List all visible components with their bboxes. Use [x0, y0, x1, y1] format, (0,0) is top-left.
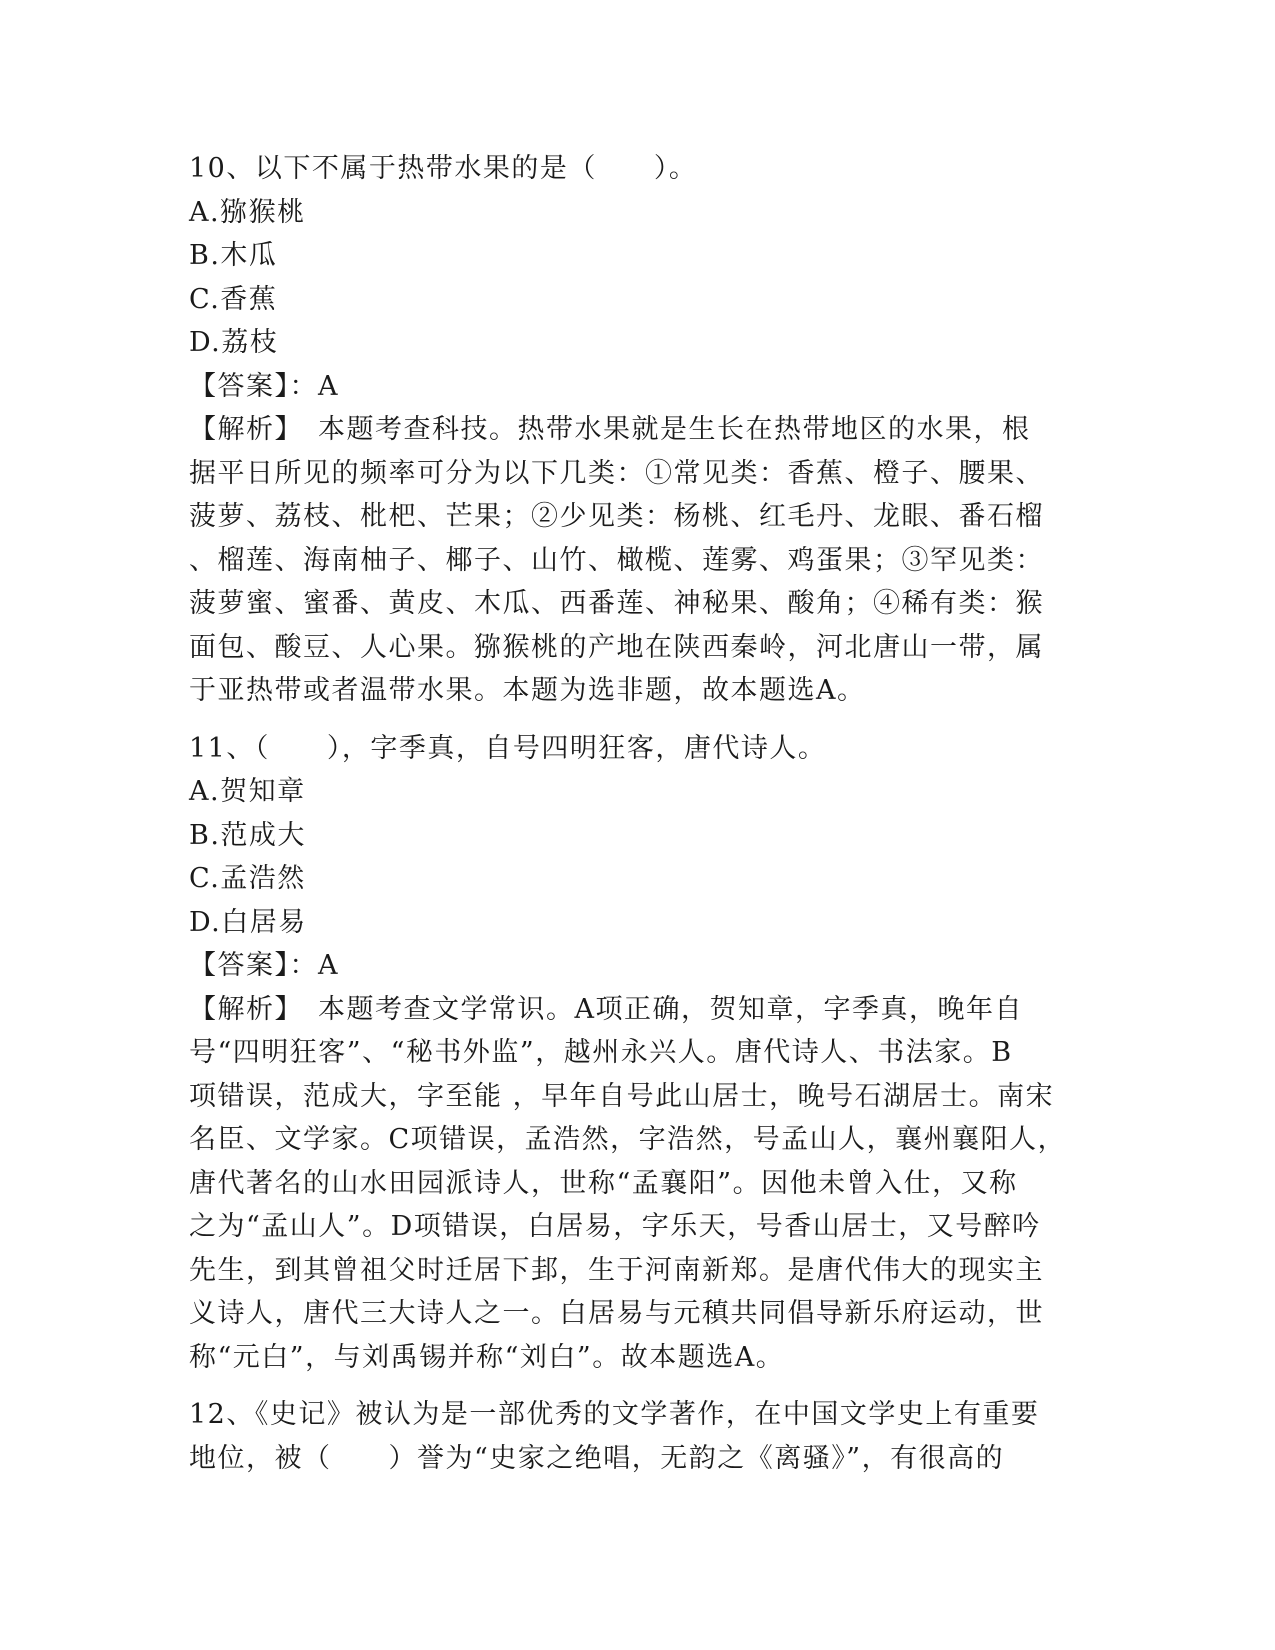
- question-stem: 10、以下不属于热带水果的是（ ）。: [189, 153, 698, 184]
- question-10: [189, 147, 1079, 713]
- analysis-line: 称“元白”，与刘禹锡并称“刘白”。故本题选A。: [189, 1341, 785, 1373]
- option-d: D.荔枝: [189, 327, 279, 358]
- question-gap: [189, 713, 1079, 727]
- question-12: [189, 1393, 1079, 1480]
- analysis-line: 面包、酸豆、人心果。猕猴桃的产地在陕西秦岭，河北唐山一带，属: [189, 631, 1044, 663]
- option-d: D.白居易: [189, 906, 307, 938]
- question-11: [189, 727, 1079, 1380]
- analysis-line: 菠萝蜜、蜜番、黄皮、木瓜、西番莲、神秘果、酸角；④稀有类：猴: [189, 588, 1044, 619]
- analysis-line: 菠萝、荔枝、枇杷、芒果；②少见类：杨桃、红毛丹、龙眼、番石榴: [189, 501, 1044, 532]
- analysis-line: 项错误，范成大，字至能 ，早年自号此山居士，晚号石湖居士。南宋: [189, 1080, 1055, 1112]
- question-stem: 12、《史记》被认为是一部优秀的文学著作，在中国文学史上有重要: [189, 1399, 1040, 1430]
- option-a: A.猕猴桃: [189, 196, 306, 228]
- question-stem: 地位，被（ ）誉为“史家之绝唱，无韵之《离骚》”，有很高的: [189, 1442, 1005, 1474]
- question-gap: [189, 1379, 1079, 1393]
- analysis-line: 名臣、文学家。C项错误，孟浩然，字浩然，号孟山人，襄州襄阳人，: [189, 1124, 1067, 1155]
- analysis-line: 先生，到其曾祖父时迁居下邽，生于河南新郑。是唐代伟大的现实主: [189, 1254, 1044, 1286]
- option-b: B.范成大: [189, 819, 306, 851]
- option-c: C.香蕉: [189, 283, 278, 315]
- analysis-line: 义诗人，唐代三大诗人之一。白居易与元稹共同倡导新乐府运动，世: [189, 1298, 1044, 1329]
- analysis-line: 【解析】 本题考查科技。热带水果就是生长在热带地区的水果，根: [189, 414, 1031, 445]
- analysis-line: 号“四明狂客”、“秘书外监”，越州永兴人。唐代诗人、书法家。B: [189, 1037, 1013, 1068]
- question-list: [189, 147, 1079, 1480]
- analysis-line: 唐代著名的山水田园派诗人，世称“孟襄阳”。因他未曾入仕，又称: [189, 1167, 1018, 1199]
- analysis-line: 据平日所见的频率可分为以下几类：①常见类：香蕉、橙子、腰果、: [189, 457, 1044, 489]
- question-stem: 11、（ ），字季真，自号四明狂客，唐代诗人。: [189, 732, 827, 764]
- analysis-line: 【解析】 本题考查文学常识。A项正确，贺知章，字季真，晚年自: [189, 993, 1023, 1025]
- analysis-line: 、榴莲、海南柚子、椰子、山竹、橄榄、莲雾、鸡蛋果；③罕见类：: [189, 544, 1044, 576]
- option-c: C.孟浩然: [189, 863, 306, 894]
- analysis-line: 于亚热带或者温带水果。本题为选非题，故本题选A。: [189, 675, 866, 706]
- answer-line: 【答案】：A: [189, 370, 339, 402]
- option-b: B.木瓜: [189, 240, 278, 271]
- answer-line: 【答案】：A: [189, 950, 339, 981]
- analysis-line: 之为“孟山人”。D项错误，白居易，字乐天，号香山居士，又号醉吟: [189, 1211, 1041, 1242]
- option-a: A.贺知章: [189, 776, 306, 807]
